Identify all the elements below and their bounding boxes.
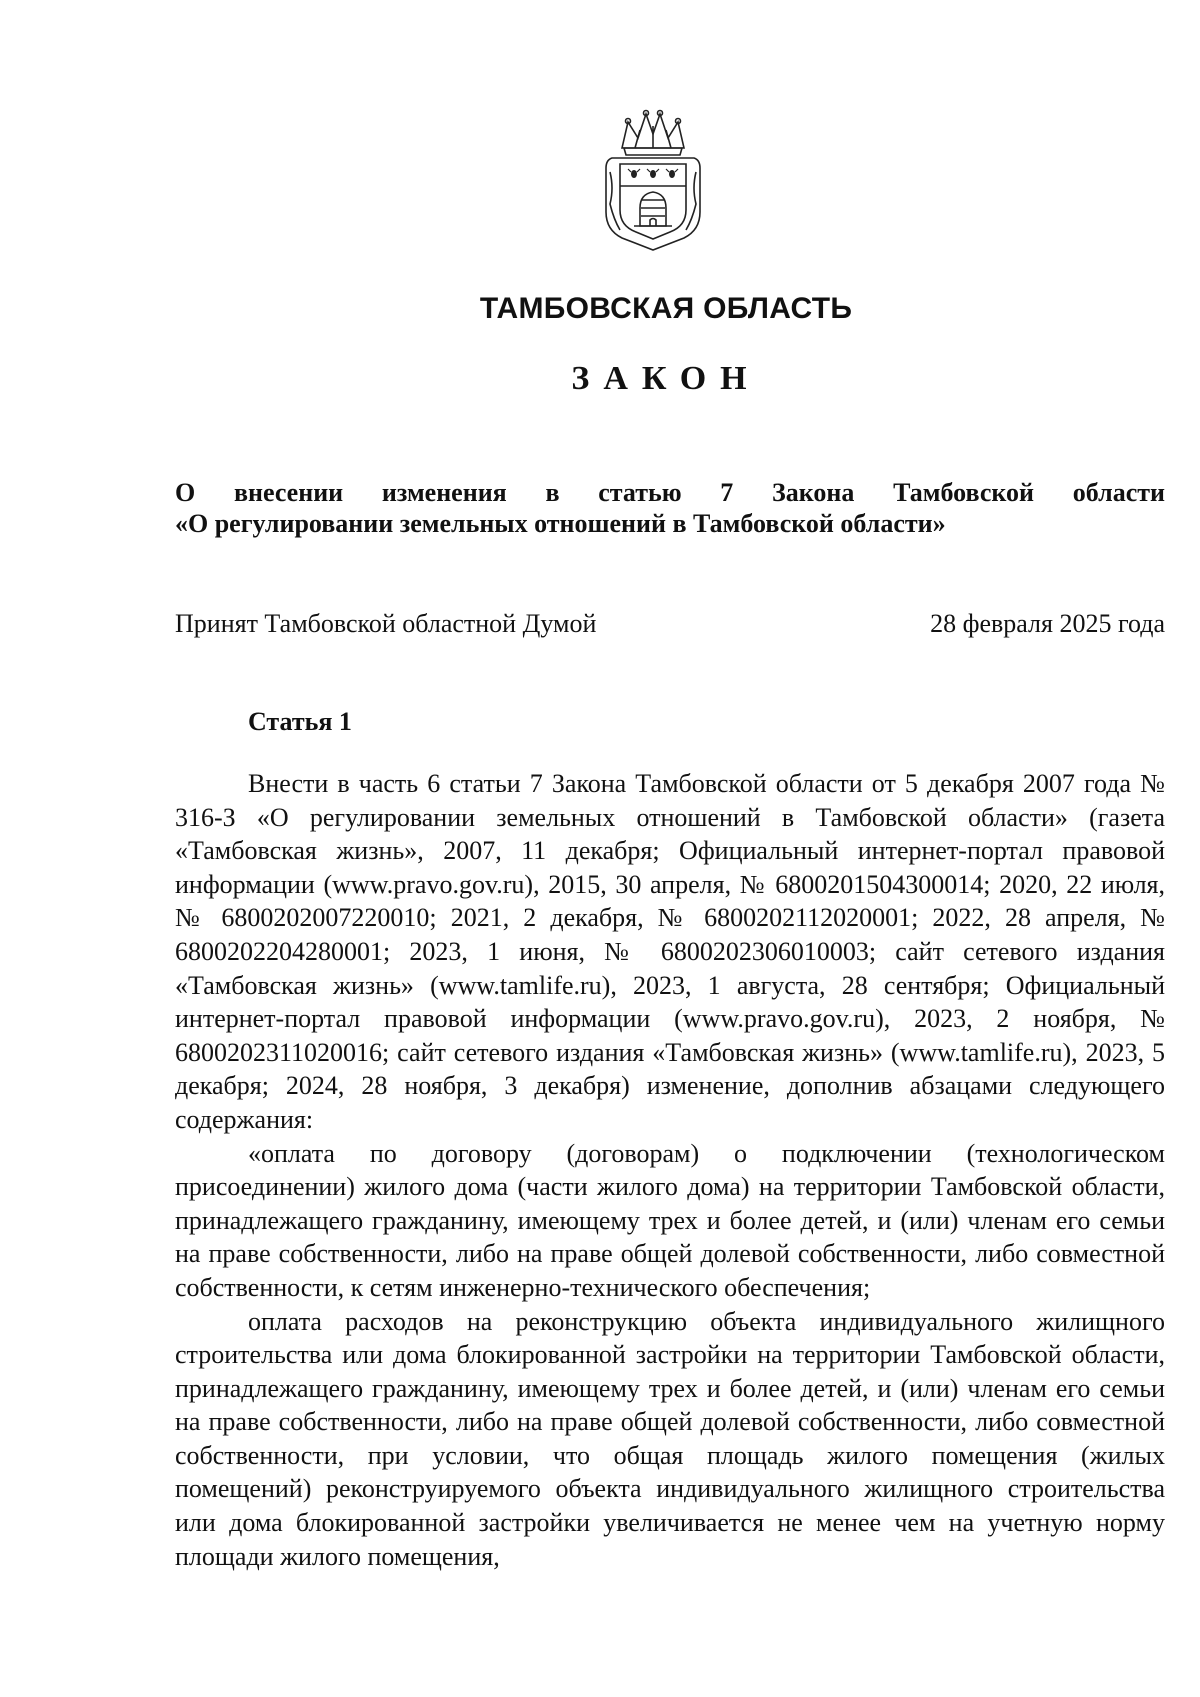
article-body [175,767,1165,1573]
adoption-date: 28 февраля 2025 года [930,609,1165,638]
article-paragraph: Внести в часть 6 статьи 7 Закона Тамбовской области от 5 декабря 2007 года № 316-З «О регулировании земельных отношений в Тамбовской области» (газета «Тамбовская жизнь», 2007, 11 декабря; Официальный интернет-портал правовой информации (www.pravo.gov.ru), 2015, 30 апреля, № 6800201504300014; 2020, 22 июля, № 6800202007220010; 2021, 2 декабря, № 6800202112020001; 2022, 28 апреля, № 6800202204280001; 2023, 1 июня, № 6800202306010003; сайт сетевого издания «Тамбовская жизнь» (www.tamlife.ru), 2023, 1 августа, 28 сентября; Официальный интернет-портал правовой информации (www.pravo.gov.ru), 2023, 2 ноября, № 6800202311020016; сайт сетевого издания «Тамбовская жизнь» (www.tamlife.ru), 2023, 5 декабря; 2024, 28 ноября, 3 декабря) изменение, дополнив абзацами следующего содержания: [175,769,1165,1134]
coat-of-arms-icon [600,108,706,253]
article-heading: Статья 1 [248,707,352,736]
adoption-line [175,608,1165,639]
region-title: ТАМБОВСКАЯ ОБЛАСТЬ [479,292,853,325]
article-paragraph: «оплата по договору (договорам) о подключении (технологическом присоединении) жилого дома (части жилого дома) на территории Тамбовской области, принадлежащего гражданину, имеющему трех и более детей, и (или) членам его семьи на праве собственности, либо на праве общей долевой собственности, либо совместной собственности, к сетям инженерно-технического обеспечения; [175,1138,1165,1302]
law-subject [175,477,1165,539]
law-subject-line-1: О внесении изменения в статью 7 Закона Тамбовской области [175,478,1165,507]
document-type-title: ЗАКОН [571,360,761,397]
law-subject-line-2: «О регулировании земельных отношений в Тамбовской области» [175,509,946,538]
article-paragraph: оплата расходов на реконструкцию объекта индивидуального жилищного строительства или дома блокированной застройки на территории Тамбовской области, принадлежащего гражданину, имеющему трех и более детей, и (или) членам его семьи на праве собственности, либо на праве общей долевой собственности, либо совместной собственности, при условии, что общая площадь жилого помещения (жилых помещений) реконструируемого объекта индивидуального жилищного строительства или дома блокированной застройки увеличивается не менее чем на учетную норму площади жилого помещения, [175,1306,1165,1571]
adopted-by: Принят Тамбовской областной Думой [175,609,597,638]
